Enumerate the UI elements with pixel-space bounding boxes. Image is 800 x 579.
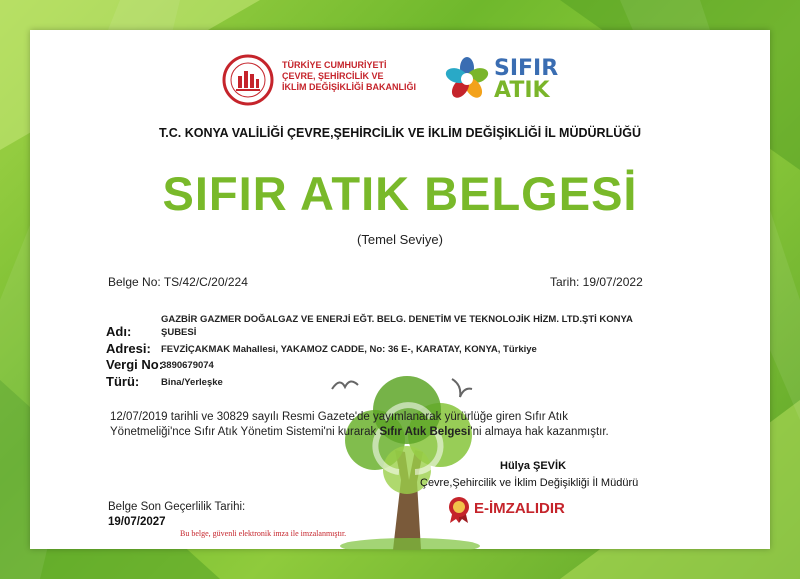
ministry-line-3: İKLİM DEĞİŞİKLİĞİ BAKANLIĞI: [282, 82, 416, 92]
zero-waste-flower-icon: [444, 56, 490, 102]
company-name-line-1: GAZBİR GAZMER DOĞALGAZ VE ENERJİ EĞT. BELG. DENETİM VE TEKNOLOJİK HİZM. LTD.ŞTİ KONYA: [161, 314, 633, 325]
seal-ribbon-icon: [446, 496, 472, 524]
ministry-logo: [222, 52, 422, 108]
signer-title: Çevre,Şehircilik ve İklim Değişikliği İl Müdürü: [420, 477, 639, 489]
certificate-level: (Temel Seviye): [357, 232, 443, 247]
certificate-paper: [30, 30, 770, 549]
issue-date: Tarih: 19/07/2022: [550, 275, 643, 289]
bird-icon: [450, 375, 474, 401]
tax-number-value: 3890679074: [161, 360, 214, 371]
certificate-statement: [110, 410, 670, 440]
address-value: FEVZİÇAKMAK Mahallesi, YAKAMOZ CADDE, No: 36 E-, KARATAY, KONYA, Türkiye: [161, 344, 537, 355]
type-value: Bina/Yerleşke: [161, 377, 223, 388]
ministry-emblem-icon: [222, 54, 274, 106]
bird-icon: [330, 375, 360, 395]
certificate-name-bold: Sıfır Atık Belgesi: [379, 426, 471, 438]
zero-waste-bottom-text: ATIK: [494, 78, 550, 103]
e-signature-text: E-İMZALIDIR: [474, 500, 565, 517]
issuing-office: T.C. KONYA VALİLİĞİ ÇEVRE,ŞEHİRCİLİK VE İKLİM DEĞİŞİKLİĞİ İL MÜDÜRLÜĞÜ: [159, 126, 641, 140]
validity-date: 19/07/2027: [108, 516, 166, 528]
certificate-title: SIFIR ATIK BELGESİ: [162, 167, 638, 220]
zero-waste-top-text: SIFIR: [494, 56, 559, 81]
address-label: Adresi:: [106, 341, 151, 356]
statement-line-2: Yönetmeliği'nce Sıfır Atık Yönetim Sistemi'ni kurarak Sıfır Atık Belgesi'ni almaya hak kazanmıştır.: [110, 426, 609, 438]
tax-number-label: Vergi No:: [106, 357, 164, 372]
ministry-name: [282, 60, 416, 93]
e-signature-badge: [446, 496, 596, 522]
document-number: Belge No: TS/42/C/20/224: [108, 275, 248, 289]
validity-label: Belge Son Geçerlilik Tarihi:: [108, 501, 246, 513]
name-label: Adı:: [106, 324, 132, 339]
zero-waste-logo: [444, 52, 574, 108]
ministry-line-1: TÜRKİYE CUMHURİYETİ: [282, 60, 387, 70]
e-signature-footnote: Bu belge, güvenli elektronik imza ile imzalanmıştır.: [180, 529, 347, 538]
signer-name: Hülya ŞEVİK: [500, 460, 567, 472]
ministry-line-2: ÇEVRE, ŞEHİRCİLİK VE: [282, 71, 384, 81]
statement-line-1: 12/07/2019 tarihli ve 30829 sayılı Resmi Gazete'de yayımlanarak yürürlüğe giren Sıfır Atık: [110, 411, 568, 423]
type-label: Türü:: [106, 374, 140, 389]
company-name-line-2: ŞUBESİ: [161, 327, 197, 338]
